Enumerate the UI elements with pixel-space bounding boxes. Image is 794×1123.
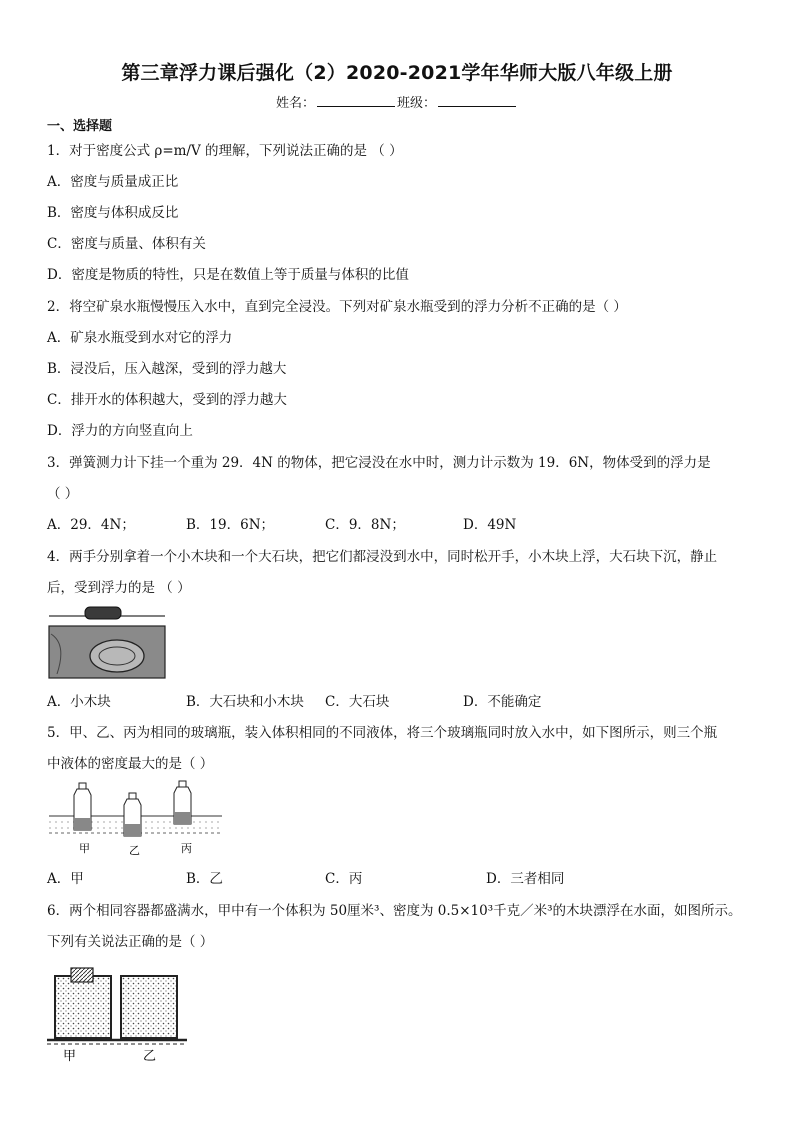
- q2-option-d: D．浮力的方向竖直向上: [47, 423, 193, 439]
- q4-stem-cont: 后，受到浮力的是 （ ）: [47, 580, 191, 596]
- class-blank[interactable]: [438, 95, 516, 107]
- bottle-bing: [174, 781, 191, 824]
- bottle-jia-cap: [79, 783, 86, 789]
- section-heading: 一、选择题: [47, 119, 113, 134]
- q4-option-a: A．小木块: [47, 694, 111, 710]
- q6-label-jia: 甲: [63, 1049, 77, 1064]
- q5-option-d: D．三者相同: [486, 871, 565, 887]
- bottle-yi: [124, 793, 141, 836]
- q5-stem-cont: 中液体的密度最大的是（ ）: [47, 756, 214, 772]
- bottle-jia-liquid: [74, 818, 91, 830]
- q6-stem-cont: 下列有关说法正确的是（ ）: [47, 934, 214, 950]
- name-label: 姓名：: [275, 96, 315, 111]
- bottle-bing-liquid: [174, 812, 191, 824]
- q4-figure-wood-and-stone: [47, 604, 167, 680]
- q5-option-a: A．甲: [47, 871, 84, 887]
- q5-label-yi: 乙: [129, 844, 140, 856]
- q2-stem: 2．将空矿泉水瓶慢慢压入水中，直到完全浸没。下列对矿泉水瓶受到的浮力分析不正确的是（ ）: [47, 299, 627, 315]
- q5-label-jia: 甲: [79, 842, 90, 855]
- q3-option-c: C．9．8N；: [325, 517, 405, 533]
- wood-block: [85, 607, 121, 619]
- q3-stem-cont: （ ）: [47, 486, 79, 502]
- q3-stem: 3．弹簧测力计下挂一个重为 29．4N 的物体，把它浸没在水中时，测力计示数为 19．6N，物体受到的浮力是: [47, 455, 711, 471]
- q2-option-c: C．排开水的体积越大，受到的浮力越大: [47, 392, 287, 408]
- q5-option-b: B．乙: [186, 871, 223, 887]
- q5-stem: 5．甲、乙、丙为相同的玻璃瓶，装入体积相同的不同液体，将三个玻璃瓶同时放入水中，如下图所示，则三个瓶: [47, 725, 718, 741]
- q4-option-d: D．不能确定: [463, 694, 542, 710]
- q6-stem: 6．两个相同容器都盛满水，甲中有一个体积为 50厘米³、密度为 0.5×10³千克／米³的木块漂浮在水面，如图所示。: [47, 903, 742, 919]
- q1-option-d: D．密度是物质的特性，只是在数值上等于质量与体积的比值: [47, 267, 409, 283]
- q1-option-b: B．密度与体积成反比: [47, 205, 179, 221]
- stone-block: [90, 640, 144, 672]
- q4-option-c: C．大石块: [325, 694, 390, 710]
- q5-option-c: C．丙: [325, 871, 363, 887]
- bottle-bing-cap: [179, 781, 186, 787]
- name-blank[interactable]: [317, 95, 395, 107]
- q1-option-a: A．密度与质量成正比: [47, 174, 179, 190]
- bottle-jia: [74, 783, 91, 830]
- container-yi: [121, 976, 177, 1038]
- q3-option-d: D．49N: [463, 517, 517, 533]
- q6-figure-two-containers: [47, 962, 197, 1066]
- floating-wood-block: [71, 968, 93, 982]
- bottle-yi-cap: [129, 793, 136, 799]
- q5-figure-three-bottles: [47, 778, 227, 856]
- q2-option-a: A．矿泉水瓶受到水对它的浮力: [47, 330, 233, 346]
- q1-option-c: C．密度与质量、体积有关: [47, 236, 206, 252]
- page-title: 第三章浮力课后强化（2）2020-2021学年华师大版八年级上册: [121, 62, 673, 84]
- container-jia: [55, 976, 111, 1038]
- class-label: 班级：: [397, 96, 437, 111]
- student-info-line: [0, 92, 794, 111]
- q1-stem: 1．对于密度公式 ρ=m/V 的理解，下列说法正确的是 （ ）: [47, 143, 403, 159]
- q5-label-bing: 丙: [181, 842, 192, 855]
- q3-option-b: B．19．6N；: [186, 517, 275, 533]
- q4-option-b: B．大石块和小木块: [186, 694, 304, 710]
- q6-label-yi: 乙: [143, 1049, 157, 1064]
- q3-option-a: A．29．4N；: [47, 517, 135, 533]
- q4-stem: 4．两手分别拿着一个小木块和一个大石块，把它们都浸没到水中，同时松开手，小木块上浮，大石块下沉，静止: [47, 549, 718, 565]
- bottle-yi-liquid: [124, 824, 141, 836]
- q2-option-b: B．浸没后，压入越深，受到的浮力越大: [47, 361, 287, 377]
